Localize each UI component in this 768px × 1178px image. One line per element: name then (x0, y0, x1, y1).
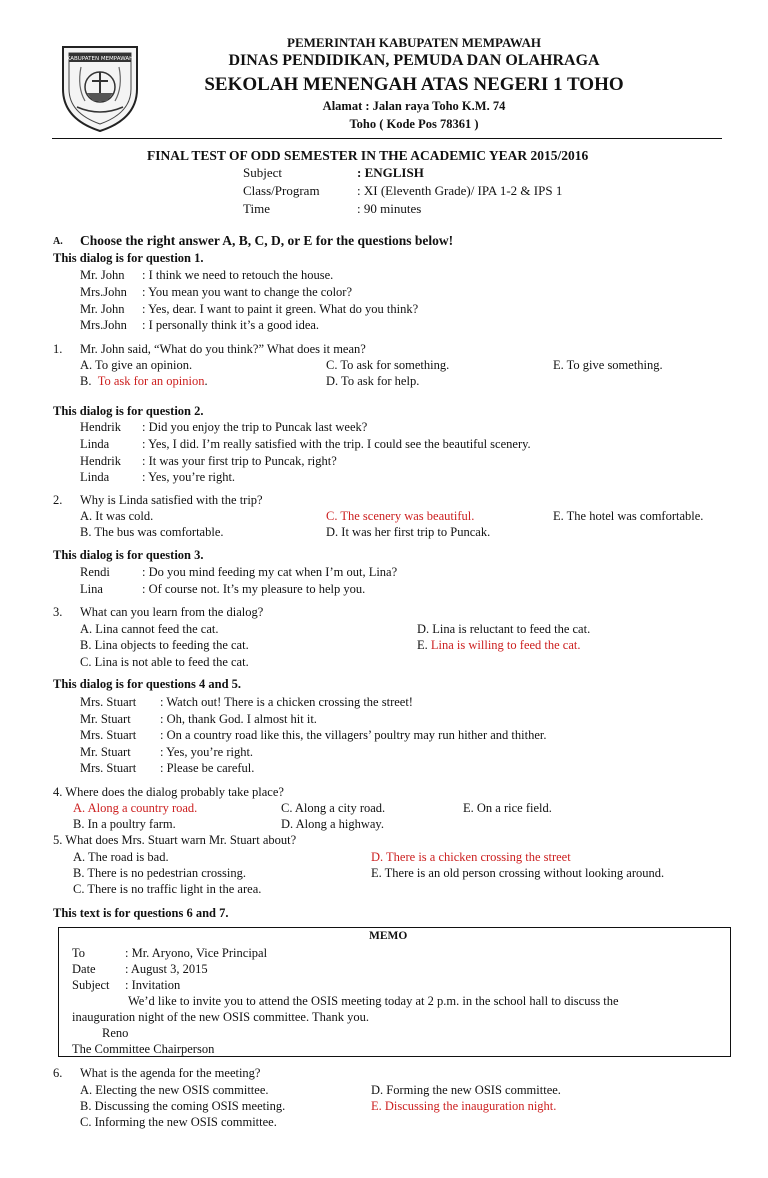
q3-option-d[interactable]: D. Lina is reluctant to feed the cat. (417, 622, 591, 636)
q6-text: What is the agenda for the meeting? (80, 1066, 261, 1080)
q4-option-e[interactable]: E. On a rice field. (463, 801, 552, 815)
memo-date-value: : August 3, 2015 (125, 962, 208, 976)
exam-title: FINAL TEST OF ODD SEMESTER IN THE ACADEMIC YEAR 2015/2016 (147, 148, 589, 163)
utterance: : On a country road like this, the villagers’ poultry may run hither and thither. (160, 728, 547, 742)
utterance: : You mean you want to change the color? (142, 285, 353, 299)
q5-correct-answer[interactable]: D. There is a chicken crossing the street (371, 850, 571, 864)
header-line-5: Toho ( Kode Pos 78361 ) (349, 117, 479, 131)
q5-option-e[interactable]: E. There is an old person crossing without looking around. (371, 866, 665, 880)
memo-to-value: : Mr. Aryono, Vice Principal (125, 946, 268, 960)
q2-number: 2. (53, 493, 63, 507)
memo-to-label: To (72, 946, 86, 960)
speaker: Mrs. Stuart (80, 728, 137, 742)
q1-correct-answer: To ask for an opinion (97, 374, 205, 388)
dialog3-heading: This dialog is for question 3. (53, 548, 204, 562)
dialog-line (80, 565, 397, 580)
dialog2-heading: This dialog is for question 2. (53, 404, 204, 418)
utterance: : I think we need to retouch the house. (142, 268, 334, 282)
q6-option-c[interactable]: C. Informing the new OSIS committee. (80, 1115, 277, 1129)
q1-option-b-dot: . (204, 374, 208, 388)
q3-option-e[interactable] (417, 638, 581, 653)
q6-option-b[interactable]: B. Discussing the coming OSIS meeting. (80, 1099, 286, 1113)
memo-title: MEMO (369, 930, 408, 942)
logo-lettering: KABUPATEN MEMPAWAH (66, 56, 134, 62)
memo-sender: Reno (102, 1026, 129, 1040)
utterance: : Oh, thank God. I almost hit it. (160, 712, 317, 726)
q4-option-d[interactable]: D. Along a highway. (281, 817, 384, 831)
dialog-line (80, 470, 235, 485)
speaker: Mr. Stuart (80, 712, 131, 726)
q3-number: 3. (53, 605, 63, 619)
q2-option-a[interactable]: A. It was cold. (80, 509, 154, 523)
utterance: : Did you enjoy the trip to Puncak last week? (142, 420, 368, 434)
speaker: Lina (80, 582, 103, 596)
speaker: Linda (80, 437, 110, 451)
q5-option-a[interactable]: A. The road is bad. (73, 850, 169, 864)
memo-body-1: We’d like to invite you to attend the OSIS meeting today at 2 p.m. in the school hall to discuss the (128, 994, 619, 1008)
speaker: Linda (80, 470, 110, 484)
dialog-line (80, 454, 337, 469)
q6-number: 6. (53, 1066, 63, 1080)
dialog-line (80, 695, 413, 710)
header-line-3: SEKOLAH MENENGAH ATAS NEGERI 1 TOHO (204, 74, 624, 95)
dialog-line (80, 745, 253, 760)
q2-option-b[interactable]: B. The bus was comfortable. (80, 525, 224, 539)
header-line-1: PEMERINTAH KABUPATEN MEMPAWAH (287, 35, 541, 50)
q3-option-b[interactable]: B. Lina objects to feeding the cat. (80, 638, 249, 652)
section-letter: A. (53, 236, 63, 247)
memo-body-2: inauguration night of the new OSIS committee. Thank you. (72, 1010, 369, 1024)
q6-correct-answer[interactable]: E. Discussing the inauguration night. (371, 1099, 557, 1113)
speaker: Mrs. Stuart (80, 695, 137, 709)
q1-option-c[interactable]: C. To ask for something. (326, 358, 450, 372)
speaker: Mrs.John (80, 285, 127, 299)
q3-option-c[interactable]: C. Lina is not able to feed the cat. (80, 655, 249, 669)
q1-option-e[interactable]: E. To give something. (553, 358, 663, 372)
q1-text: Mr. John said, “What do you think?” What does it mean? (80, 342, 366, 356)
speaker: Hendrik (80, 454, 121, 468)
q3-correct-answer: Lina is willing to feed the cat. (430, 638, 581, 652)
header-divider (52, 138, 722, 139)
dialog1-heading: This dialog is for question 1. (53, 251, 204, 265)
q4-text: 4. Where does the dialog probably take place? (53, 785, 284, 799)
utterance: : Do you mind feeding my cat when I’m out, Lina? (142, 565, 398, 579)
utterance: : Yes, you’re right. (160, 745, 254, 759)
q3-text: What can you learn from the dialog? (80, 605, 264, 619)
memo-subject-label: Subject (72, 978, 110, 992)
header-line-2: DINAS PENDIDIKAN, PEMUDA DAN OLAHRAGA (228, 52, 600, 69)
utterance: : Yes, dear. I want to paint it green. What do you think? (142, 302, 419, 316)
time-label: Time (243, 201, 270, 216)
q1-option-b-letter: B. (80, 374, 92, 388)
dialog-line (80, 728, 546, 743)
header-line-4: Alamat : Jalan raya Toho K.M. 74 (322, 99, 506, 113)
section-instruction: Choose the right answer A, B, C, D, or E for the questions below! (80, 233, 454, 248)
q5-option-b[interactable]: B. There is no pedestrian crossing. (73, 866, 246, 880)
q1-option-b[interactable] (80, 374, 208, 389)
speaker: Mrs.John (80, 318, 127, 332)
text67-heading: This text is for questions 6 and 7. (53, 906, 229, 920)
subject-value: : ENGLISH (357, 165, 424, 180)
q4-correct-answer[interactable]: A. Along a country road. (73, 801, 198, 815)
q2-option-e[interactable]: E. The hotel was comfortable. (553, 509, 704, 523)
dialog4-heading: This dialog is for questions 4 and 5. (53, 677, 242, 691)
q1-number: 1. (53, 342, 63, 356)
q4-option-c[interactable]: C. Along a city road. (281, 801, 386, 815)
q1-option-d[interactable]: D. To ask for help. (326, 374, 420, 388)
class-value: : XI (Eleventh Grade)/ IPA 1-2 & IPS 1 (357, 183, 563, 198)
dialog-line (80, 420, 367, 435)
dialog-line (80, 761, 254, 776)
speaker: Hendrik (80, 420, 121, 434)
utterance: : Yes, you’re right. (142, 470, 236, 484)
speaker: Mr. Stuart (80, 745, 131, 759)
dialog-line (80, 318, 319, 333)
q6-option-a[interactable]: A. Electing the new OSIS committee. (80, 1083, 269, 1097)
q1-option-a[interactable]: A. To give an opinion. (80, 358, 193, 372)
q2-correct-answer[interactable]: C. The scenery was beautiful. (326, 509, 475, 523)
time-value: : 90 minutes (357, 201, 422, 216)
utterance: : Of course not. It’s my pleasure to help you. (142, 582, 366, 596)
speaker: Mr. John (80, 302, 125, 316)
speaker: Mr. John (80, 268, 125, 282)
q6-option-d[interactable]: D. Forming the new OSIS committee. (371, 1083, 561, 1097)
utterance: : Yes, I did. I’m really satisfied with the trip. I could see the beautiful scenery. (142, 437, 531, 451)
dialog-line (80, 302, 418, 317)
memo-subject-value: : Invitation (125, 978, 181, 992)
speaker: Rendi (80, 565, 110, 579)
utterance: : Please be careful. (160, 761, 255, 775)
q2-option-d[interactable]: D. It was her first trip to Puncak. (326, 525, 491, 539)
q2-text: Why is Linda satisfied with the trip? (80, 493, 263, 507)
q3-option-a[interactable]: A. Lina cannot feed the cat. (80, 622, 219, 636)
dialog-line (80, 437, 531, 452)
speaker: Mrs. Stuart (80, 761, 137, 775)
q5-option-c[interactable]: C. There is no traffic light in the area. (73, 882, 262, 896)
class-label: Class/Program (243, 183, 320, 198)
q4-option-b[interactable]: B. In a poultry farm. (73, 817, 176, 831)
dialog-line (80, 268, 333, 283)
utterance: : I personally think it’s a good idea. (142, 318, 320, 332)
q5-text: 5. What does Mrs. Stuart warn Mr. Stuart about? (53, 833, 297, 847)
dialog-line (80, 285, 352, 300)
dialog-line (80, 582, 365, 597)
dialog-line (80, 712, 317, 727)
memo-date-label: Date (72, 962, 96, 976)
q3-option-e-letter: E. (417, 638, 428, 652)
memo-sender-title: The Committee Chairperson (72, 1042, 215, 1056)
subject-label: Subject (243, 165, 282, 180)
utterance: : Watch out! There is a chicken crossing the street! (160, 695, 413, 709)
utterance: : It was your first trip to Puncak, right? (142, 454, 337, 468)
